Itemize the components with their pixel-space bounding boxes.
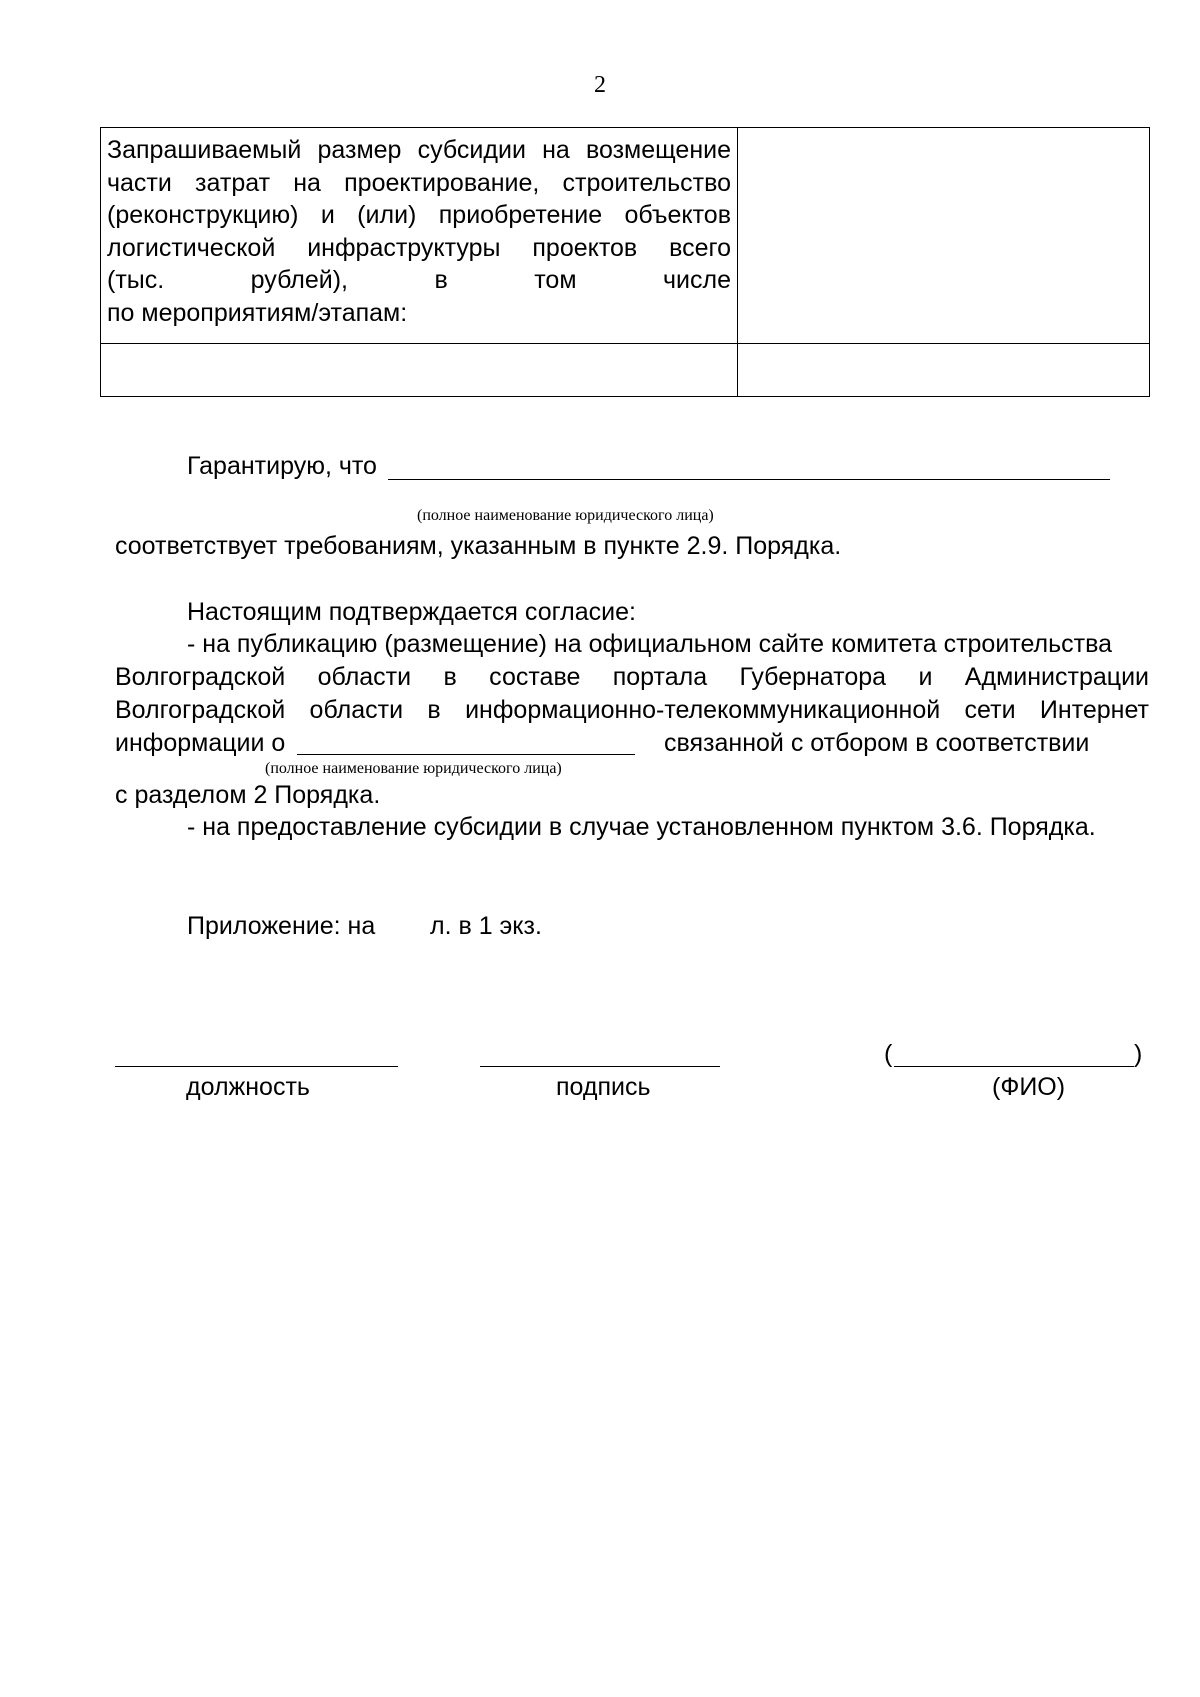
legal-entity-name-line[interactable]: [388, 479, 1110, 480]
consent-heading: Настоящим подтверждается согласие:: [187, 598, 636, 626]
table-row: [101, 344, 1150, 397]
label-line: логистической инфраструктуры проектов всего: [107, 233, 731, 262]
page-number: 2: [594, 72, 606, 98]
attachment-prefix: Приложение: на: [187, 912, 376, 940]
guarantee-continuation: соответствует требованиям, указанным в пункте 2.9. Порядка.: [115, 532, 842, 560]
stage-value-cell[interactable]: [738, 344, 1150, 397]
table-row: [101, 128, 1150, 344]
label-line: (реконструкцию) и (или) приобретение объектов: [107, 201, 731, 229]
label-line: Запрашиваемый размер субсидии на возмещение: [107, 136, 731, 164]
signature-line[interactable]: [480, 1066, 720, 1067]
consent-line-6: - на предоставление субсидии в случае установленном пунктом 3.6. Порядка.: [187, 813, 1096, 841]
attachment-suffix: л. в 1 экз.: [430, 912, 542, 940]
requested-subsidy-value-cell[interactable]: [738, 128, 1150, 344]
consent-line-3: Волгоградской области в информационно-телекоммуникационной сети Интернет: [115, 696, 1149, 724]
consent-line-1: - на публикацию (размещение) на официальном сайте комитета строительства: [187, 630, 1112, 658]
consent-legal-entity-line[interactable]: [297, 754, 635, 755]
label-line: (тыс. рублей), в том числе: [107, 266, 731, 294]
consent-caption: (полное наименование юридического лица): [265, 760, 562, 777]
stage-label-cell[interactable]: [101, 344, 738, 397]
guarantee-prefix: Гарантирую, что: [187, 452, 377, 480]
consent-line-4-prefix: информации о: [115, 729, 286, 757]
position-line[interactable]: [115, 1066, 398, 1067]
fio-close-paren: ): [1134, 1040, 1143, 1068]
label-line: по мероприятиям/этапам:: [107, 298, 408, 327]
signature-label: подпись: [556, 1073, 651, 1101]
consent-line-4-suffix: связанной с отбором в соответствии: [664, 729, 1090, 757]
position-label: должность: [186, 1073, 310, 1101]
guarantee-caption: (полное наименование юридического лица): [417, 507, 714, 524]
consent-line-2: Волгоградской области в составе портала Губернатора и Администрации: [115, 663, 1149, 691]
fio-open-paren: (: [884, 1040, 893, 1068]
subsidy-table: [100, 127, 1150, 397]
consent-line-5: с разделом 2 Порядка.: [115, 781, 381, 809]
requested-subsidy-label-cell: [101, 128, 738, 344]
fio-line[interactable]: [894, 1066, 1134, 1067]
label-line: части затрат на проектирование, строительство: [107, 168, 731, 197]
fio-label: (ФИО): [992, 1073, 1066, 1101]
